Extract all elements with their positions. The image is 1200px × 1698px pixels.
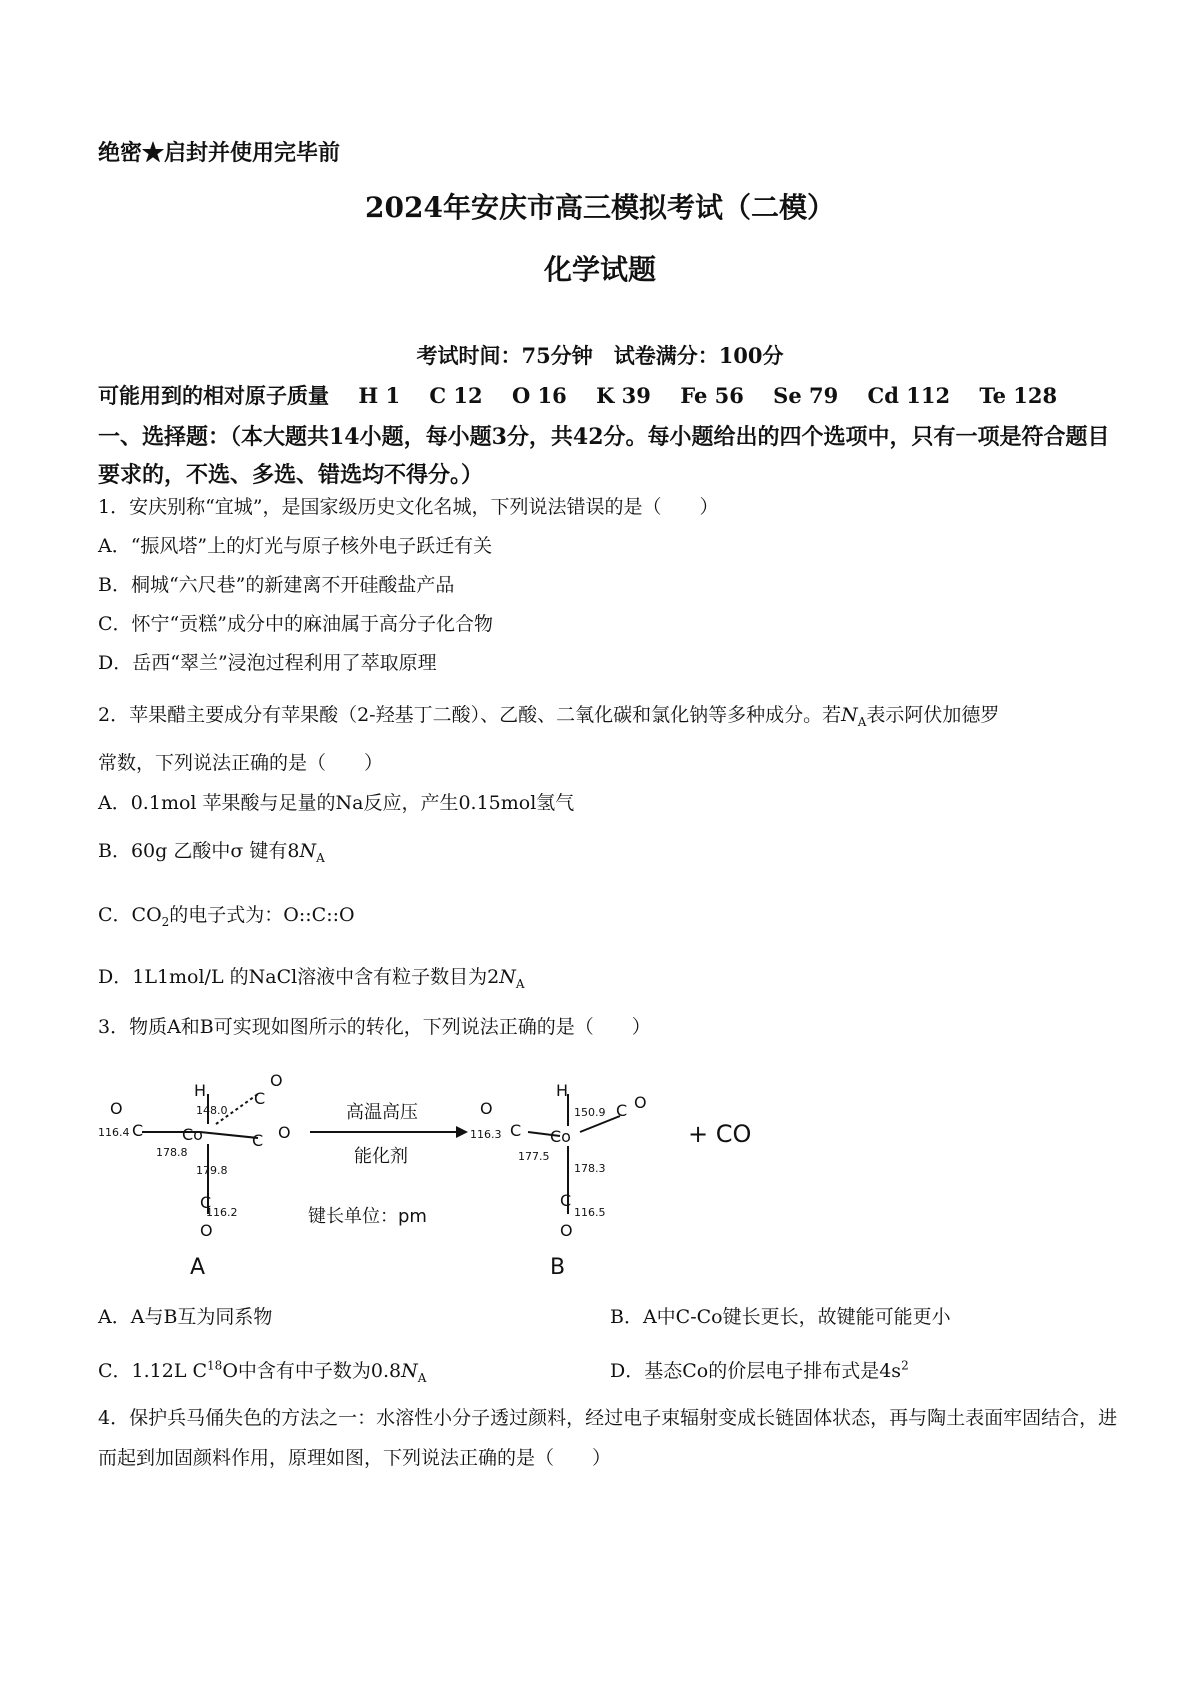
atom-co: Co (550, 1127, 571, 1146)
q1-option-c: C．怀宁“贡糕”成分中的麻油属于高分子化合物 (98, 613, 493, 635)
reaction-figure (98, 1064, 818, 1284)
q2-option-b: B．60g 乙酸中σ 键有$8N_A$ (98, 840, 325, 865)
atom-o: O (110, 1099, 123, 1118)
arrow-condition-bottom: 能化剂 (354, 1146, 408, 1167)
confidential-notice: 绝密★启封并使用完毕前 (98, 140, 341, 166)
atom-co: Co (182, 1125, 203, 1144)
atomic-mass: Te 128 (979, 383, 1058, 408)
q2-stem-line1: 2．苹果醋主要成分有苹果酸（2-羟基丁二酸）、乙酸、二氧化碳和氯化钠等多种成分。若$N_A$表示阿伏加德罗 (98, 704, 1000, 729)
label-b: B (550, 1255, 566, 1280)
exam-title: 2024年安庆市高三模拟考试（二模） (365, 191, 835, 224)
q1-stem: 1．安庆别称“宜城”，是国家级历史文化名城，下列说法错误的是（ ） (98, 496, 719, 518)
atom-o: O (200, 1221, 213, 1240)
arrow-condition-top: 高温高压 (346, 1102, 418, 1123)
label-a: A (190, 1255, 206, 1280)
atom-c: C (510, 1121, 522, 1140)
bond-length-label: 177.5 (518, 1150, 550, 1163)
q3-option-c: C．1.12L $C^{18}O$中含有中子数为$0.8N_A$ (98, 1358, 427, 1385)
q1-option-d: D．岳西“翠兰”浸泡过程利用了萃取原理 (98, 652, 437, 674)
bond-length-label: 150.9 (574, 1106, 606, 1119)
q4-stem: 4．保护兵马俑失色的方法之一：水溶性小分子透过颜料，经过电子束辐射变成长链固体状态，再与陶土表面牢固结合，进而起到加固颜料作用，原理如图，下列说法正确的是（ ） (98, 1407, 1118, 1469)
q2-option-c: C．$CO_2$的电子式为：O::C::O (98, 904, 355, 929)
atom-o: O (634, 1093, 647, 1112)
product-co: + CO (688, 1120, 752, 1148)
unit-note: 键长单位：pm (308, 1206, 427, 1227)
atomic-mass-label: 可能用到的相对原子质量 (98, 383, 329, 408)
bond-length-label: 116.5 (574, 1206, 606, 1219)
atom-c: C (252, 1131, 264, 1150)
subject-title: 化学试题 (543, 253, 656, 286)
q3-option-b: B．A中C-Co键长更长，故键能可能更小 (610, 1306, 951, 1328)
exam-info: 考试时间：75分钟 试卷满分：100分 (416, 343, 784, 368)
atom-c: C (616, 1101, 628, 1120)
atomic-mass: Se 79 (773, 383, 839, 408)
atom-h: H (194, 1081, 207, 1100)
atom-o: O (560, 1221, 573, 1240)
q3-option-a: A．A与B互为同系物 (98, 1306, 273, 1328)
molecule-b-lengths (470, 1106, 606, 1219)
q2-option-d: D．1L1mol/L 的NaCl溶液中含有粒子数目为$2N_A$ (98, 966, 525, 991)
atom-o: O (270, 1071, 283, 1090)
atomic-mass: C 12 (429, 383, 483, 408)
arrow-head (456, 1126, 468, 1138)
atom-c: C (132, 1121, 144, 1140)
bond-length-label: 116.4 (98, 1126, 130, 1139)
q1-option-b: B．桐城“六尺巷”的新建离不开硅酸盐产品 (98, 574, 455, 596)
atom-c: C (560, 1191, 572, 1210)
molecule-a-atoms (110, 1071, 291, 1240)
q2-option-a: A．0.1mol 苹果酸与足量的Na反应，产生0.15mol氢气 (98, 792, 575, 814)
avogadro-symbol: N (841, 704, 858, 726)
atom-o: O (480, 1099, 493, 1118)
atomic-mass: H 1 (358, 383, 401, 408)
atom-o: O (278, 1123, 291, 1142)
atom-h: H (556, 1081, 569, 1100)
atomic-mass: Cd 112 (867, 383, 951, 408)
section-heading: 一、选择题：（本大题共14小题，每小题3分，共42分。每小题给出的四个选项中，只有一项是符合题目要求的，不选、多选、错选均不得分。） (98, 424, 1110, 488)
q3-stem: 3．物质A和B可实现如图所示的转化，下列说法正确的是（ ） (98, 1016, 651, 1038)
bond-length-label: 148.0 (196, 1104, 228, 1117)
bond-length-label: 179.8 (196, 1164, 228, 1177)
q1-option-a: A．“振风塔”上的灯光与原子核外电子跃迁有关 (98, 535, 493, 557)
atomic-mass: O 16 (511, 383, 567, 408)
atomic-mass: Fe 56 (680, 383, 744, 408)
q2-stem-line2: 常数，下列说法正确的是（ ） (98, 752, 384, 774)
bond-length-label: 116.2 (206, 1206, 238, 1219)
q3-option-d: D．基态Co的价层电子排布式是$4s^2$ (610, 1358, 909, 1382)
molecule-b-atoms (480, 1081, 647, 1240)
atom-c: C (200, 1193, 212, 1212)
molecule-a-lengths (98, 1104, 238, 1219)
bond-length-label: 178.3 (574, 1162, 606, 1175)
atomic-mass: K 39 (596, 383, 651, 408)
atom-c: C (254, 1089, 266, 1108)
bond-length-label: 178.8 (156, 1146, 188, 1159)
atomic-masses (98, 380, 1079, 410)
bond-length-label: 116.3 (470, 1128, 502, 1141)
